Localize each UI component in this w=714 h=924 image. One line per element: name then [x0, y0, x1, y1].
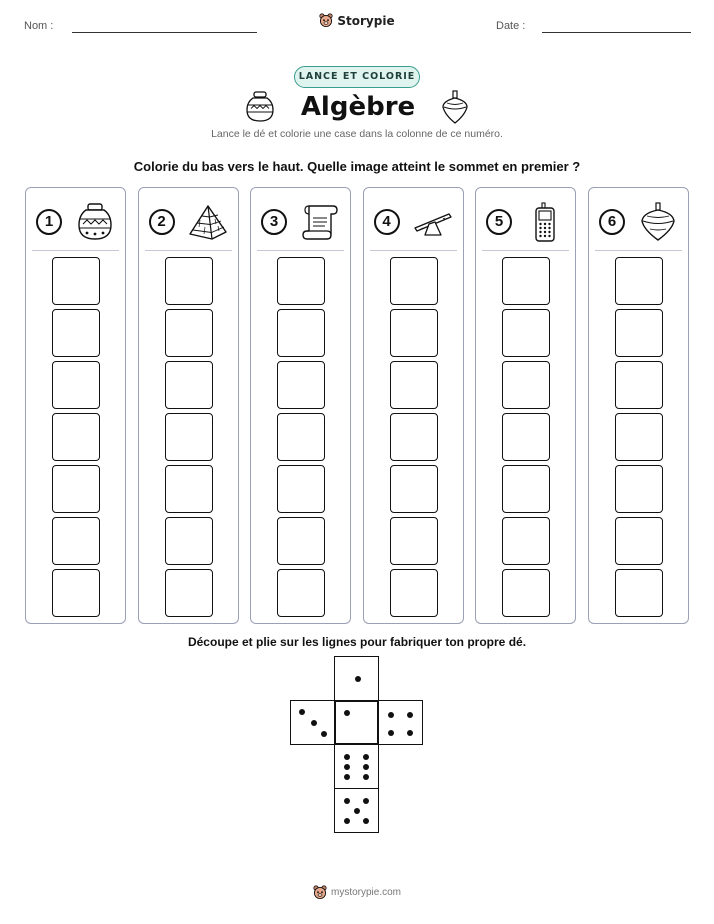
column-number: 6 [599, 209, 625, 235]
column-divider [257, 250, 344, 251]
die-pip [299, 709, 305, 715]
column-number: 5 [486, 209, 512, 235]
die-pip [321, 731, 327, 737]
jar-icon [75, 202, 115, 242]
color-cell[interactable] [165, 361, 213, 409]
color-cell[interactable] [165, 569, 213, 617]
cut-instruction: Découpe et plie sur les lignes pour fabriquer ton propre dé. [187, 635, 527, 649]
subtitle: Lance le dé et colorie une case dans la colonne de ce numéro. [211, 128, 503, 140]
die-pip [363, 818, 369, 824]
color-cell[interactable] [277, 309, 325, 357]
instruction: Colorie du bas vers le haut. Quelle image atteint le sommet en premier ? [133, 159, 581, 174]
color-cell[interactable] [52, 569, 100, 617]
color-cell[interactable] [615, 257, 663, 305]
column-1 [25, 187, 126, 624]
color-cell[interactable] [277, 413, 325, 461]
name-line [72, 32, 257, 33]
die-pip [363, 754, 369, 760]
color-cell[interactable] [277, 569, 325, 617]
page-title: Algèbre [300, 92, 416, 122]
color-cell[interactable] [390, 517, 438, 565]
die-pip [355, 676, 361, 682]
die-pip [344, 710, 350, 716]
color-cell[interactable] [615, 465, 663, 513]
color-cell[interactable] [390, 257, 438, 305]
footer-url: mystorypie.com [330, 887, 401, 898]
seesaw-icon [413, 202, 453, 242]
color-cell[interactable] [277, 361, 325, 409]
color-cell[interactable] [52, 257, 100, 305]
column-4 [363, 187, 464, 624]
color-cell[interactable] [165, 413, 213, 461]
column-number: 4 [374, 209, 400, 235]
die-pip [407, 730, 413, 736]
color-cell[interactable] [52, 465, 100, 513]
column-6 [588, 187, 689, 624]
column-header [149, 202, 228, 242]
color-cell[interactable] [615, 309, 663, 357]
date-line [542, 32, 691, 33]
color-cell[interactable] [277, 465, 325, 513]
scroll-icon [300, 202, 340, 242]
die-face-1-top [334, 656, 379, 701]
die-pip [407, 712, 413, 718]
color-cell[interactable] [502, 465, 550, 513]
color-cell[interactable] [52, 309, 100, 357]
color-cell[interactable] [390, 309, 438, 357]
columns-area [25, 187, 689, 624]
pyramid-icon [188, 202, 228, 242]
column-header [374, 202, 453, 242]
die-pip [311, 720, 317, 726]
die-pip [344, 764, 350, 770]
storypie-mascot-icon [313, 885, 327, 900]
color-cell[interactable] [502, 569, 550, 617]
color-cell[interactable] [390, 361, 438, 409]
spinning-top-icon [441, 90, 469, 124]
column-divider [370, 250, 457, 251]
color-cell[interactable] [502, 517, 550, 565]
color-cell[interactable] [615, 569, 663, 617]
phone-icon [525, 202, 565, 242]
name-label: Nom : [24, 20, 54, 32]
color-cell[interactable] [390, 413, 438, 461]
column-2 [138, 187, 239, 624]
die-pip [344, 818, 350, 824]
color-cell[interactable] [52, 361, 100, 409]
die-pip [344, 774, 350, 780]
color-cell[interactable] [165, 309, 213, 357]
color-cell[interactable] [277, 257, 325, 305]
column-number: 3 [261, 209, 287, 235]
die-face-6 [334, 744, 379, 789]
color-cell[interactable] [615, 413, 663, 461]
die-pip [388, 712, 394, 718]
color-cell[interactable] [52, 413, 100, 461]
column-3 [250, 187, 351, 624]
color-cell[interactable] [502, 413, 550, 461]
date-label: Date : [496, 20, 526, 32]
color-cell[interactable] [502, 361, 550, 409]
die-face-4 [378, 700, 423, 745]
spinning-top-icon [638, 202, 678, 242]
die-pip [344, 798, 350, 804]
die-pip [344, 754, 350, 760]
column-number: 1 [36, 209, 62, 235]
color-cell[interactable] [165, 257, 213, 305]
activity-badge: LANCE ET COLORIE [294, 66, 420, 88]
column-header [261, 202, 340, 242]
color-cell[interactable] [165, 517, 213, 565]
column-header [486, 202, 565, 242]
column-divider [32, 250, 119, 251]
column-header [36, 202, 115, 242]
title-row [0, 90, 714, 124]
die-pip [388, 730, 394, 736]
color-cell[interactable] [615, 517, 663, 565]
color-cell[interactable] [390, 569, 438, 617]
die-face-3 [290, 700, 335, 745]
column-divider [145, 250, 232, 251]
column-number: 2 [149, 209, 175, 235]
color-cell[interactable] [502, 309, 550, 357]
jar-icon [245, 91, 275, 123]
color-cell[interactable] [277, 517, 325, 565]
die-face-1-center [334, 700, 379, 745]
column-header [599, 202, 678, 242]
die-face-5 [334, 788, 379, 833]
color-cell[interactable] [390, 465, 438, 513]
die-pip [363, 798, 369, 804]
storypie-mascot-icon [319, 13, 333, 28]
color-cell[interactable] [52, 517, 100, 565]
column-divider [595, 250, 682, 251]
brand-logo [0, 13, 714, 28]
footer [0, 885, 714, 900]
column-divider [482, 250, 569, 251]
color-cell[interactable] [502, 257, 550, 305]
color-cell[interactable] [615, 361, 663, 409]
color-cell[interactable] [165, 465, 213, 513]
die-pip [354, 808, 360, 814]
brand-name: Storypie [337, 13, 395, 28]
column-5 [475, 187, 576, 624]
die-pip [363, 764, 369, 770]
die-pip [363, 774, 369, 780]
